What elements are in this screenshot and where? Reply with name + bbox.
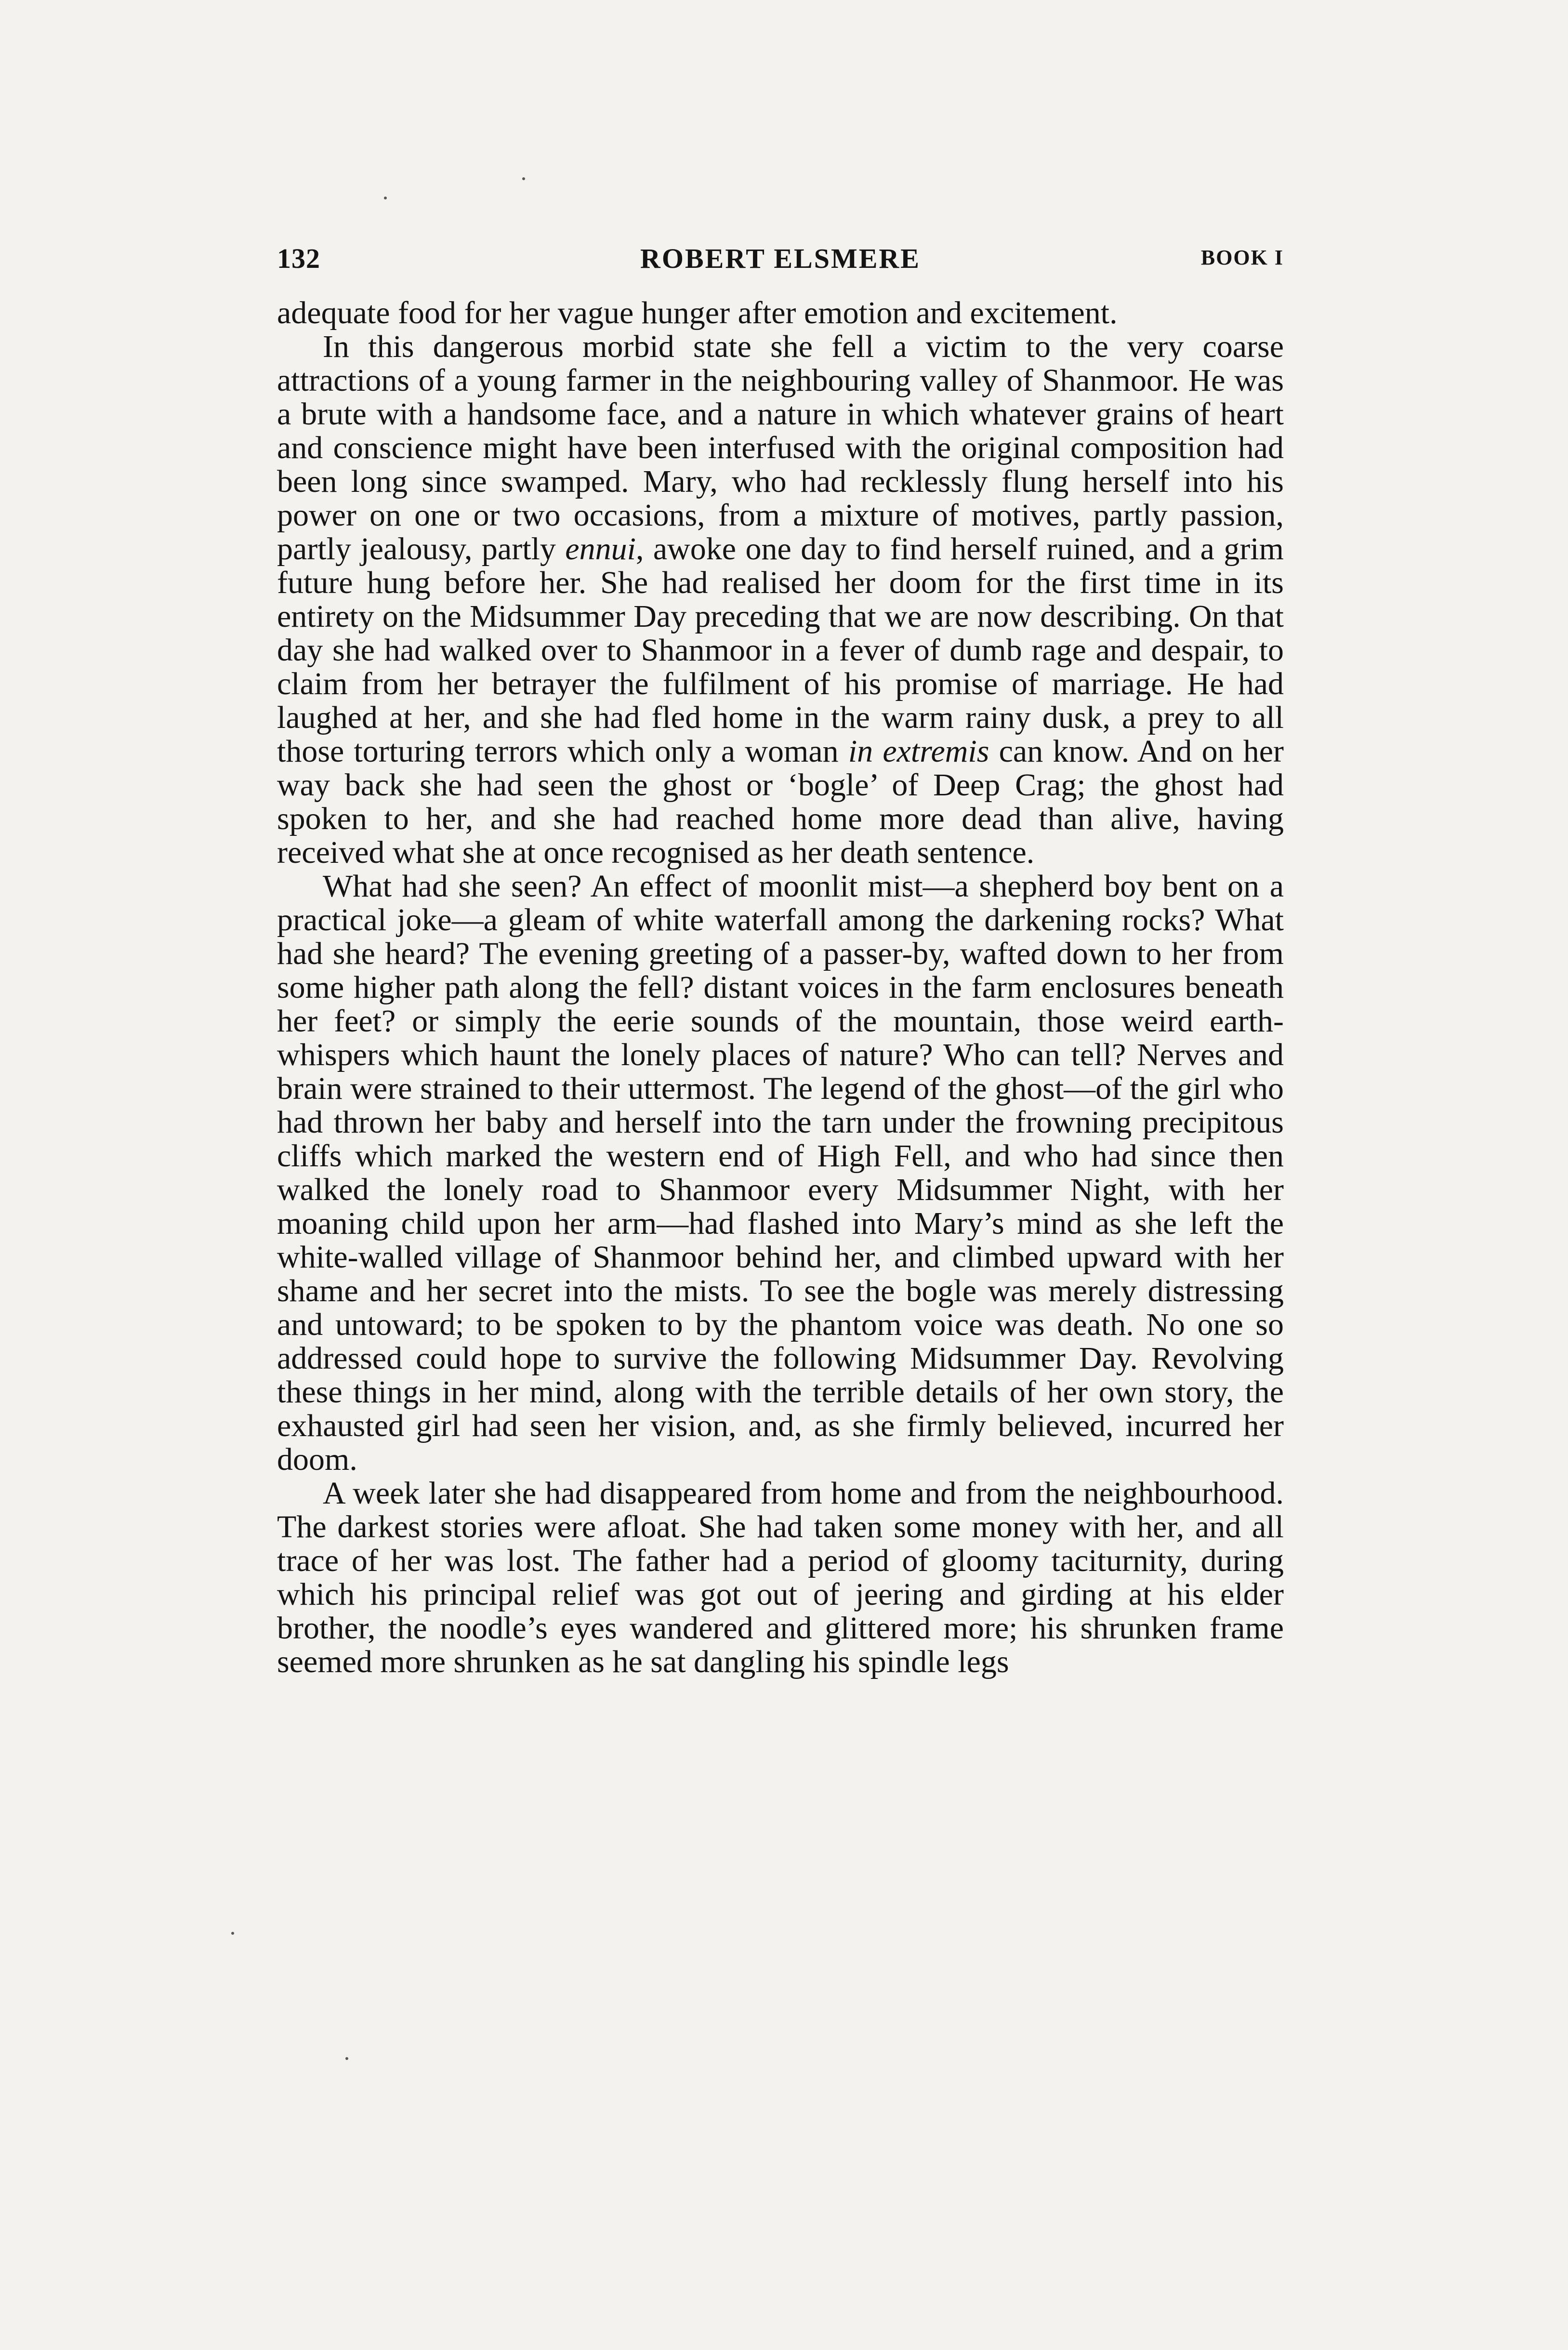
page-number: 132 (277, 243, 320, 274)
book-title: ROBERT ELSMERE (640, 243, 921, 274)
italic-ennui: ennui (565, 531, 636, 567)
paragraph-2-text-b: , awoke one day to find herself ruined, and a grim future hung before her. She had realised her doom for the first time in its entirety on the Midsummer Day preceding that we are now describing. On that day she had walked over to Shanmoor in a fever of dumb rage and despair, to claim from her betrayer the fulfilment of his promise of marriage. He had laughed at her, and she had fled home in the warm rainy dusk, a prey to all those torturing terrors which only a woman (277, 531, 1284, 769)
paragraph-3 (277, 870, 1284, 1477)
paragraph-2-text: In this dangerous morbid state she fell a victim to the very coarse attractions of a young farmer in the neighbouring valley of Shanmoor. He was a brute with a handsome face, and a nature in which whatever grains of heart and conscience might have been interfused with the original composition had been long since swamped. Mary, who had recklessly flung herself into his power on one or two occasions, from a mixture of motives, partly passion, partly jealousy, partly (277, 329, 1284, 567)
book-section: BOOK I (1200, 246, 1284, 269)
scan-speck (522, 177, 525, 180)
scan-speck (231, 1932, 234, 1935)
scan-speck (384, 197, 387, 199)
running-head (277, 242, 1284, 281)
body-text (277, 296, 1284, 1679)
paragraph-4-text: A week later she had disappeared from home and from the neighbourhood. The darkest stories were afloat. She had taken some money with her, and all trace of her was lost. The father had a period of gloomy taciturnity, during which his principal relief was got out of jeering and girding at his elder brother, the noodle’s eyes wandered and glittered more; his shrunken frame seemed more shrunken as he sat dangling his spindle legs (277, 1476, 1284, 1679)
paragraph-1-text: adequate food for her vague hunger after emotion and excitement. (277, 295, 1118, 330)
paragraph-2 (277, 330, 1284, 870)
italic-in-extremis: in extremis (848, 734, 989, 769)
paragraph-1 (277, 296, 1284, 330)
paragraph-3-text: What had she seen? An effect of moonlit mist—a shepherd boy bent on a practical joke—a gleam of white waterfall among the darkening rocks? What had she heard? The evening greeting of a passer-by, wafted down to her from some higher path along the fell? distant voices in the farm enclosures beneath her feet? or simply the eerie sounds of the mountain, those weird earth-whispers which haunt the lonely places of nature? Who can tell? Nerves and brain were strained to their uttermost. The legend of the ghost—of the girl who had thrown her baby and herself into the tarn under the frowning precipitous cliffs which marked the western end of High Fell, and who had since then walked the lonely road to Shanmoor every Midsummer Night, with her moaning child upon her arm—had flashed into Mary’s mind as she left the white-walled village of Shanmoor behind her, and climbed upward with her shame and her secret into the mists. To see the bogle was merely distressing and untoward; to be spoken to by the phantom voice was death. No one so addressed could hope to survive the following Midsummer Day. Revolving these things in her mind, along with the terrible details of her own story, the exhausted girl had seen her vision, and, as she firmly believed, incurred her doom. (277, 869, 1284, 1477)
scan-speck (345, 2057, 348, 2060)
paragraph-4 (277, 1477, 1284, 1679)
paragraph-2-text-c: can know. And on her way back she had seen the ghost or ‘bogle’ of Deep Crag; the ghost had spoken to her, and she had reached home more dead than alive, having received what she at once recognised as her death sentence. (277, 734, 1284, 870)
